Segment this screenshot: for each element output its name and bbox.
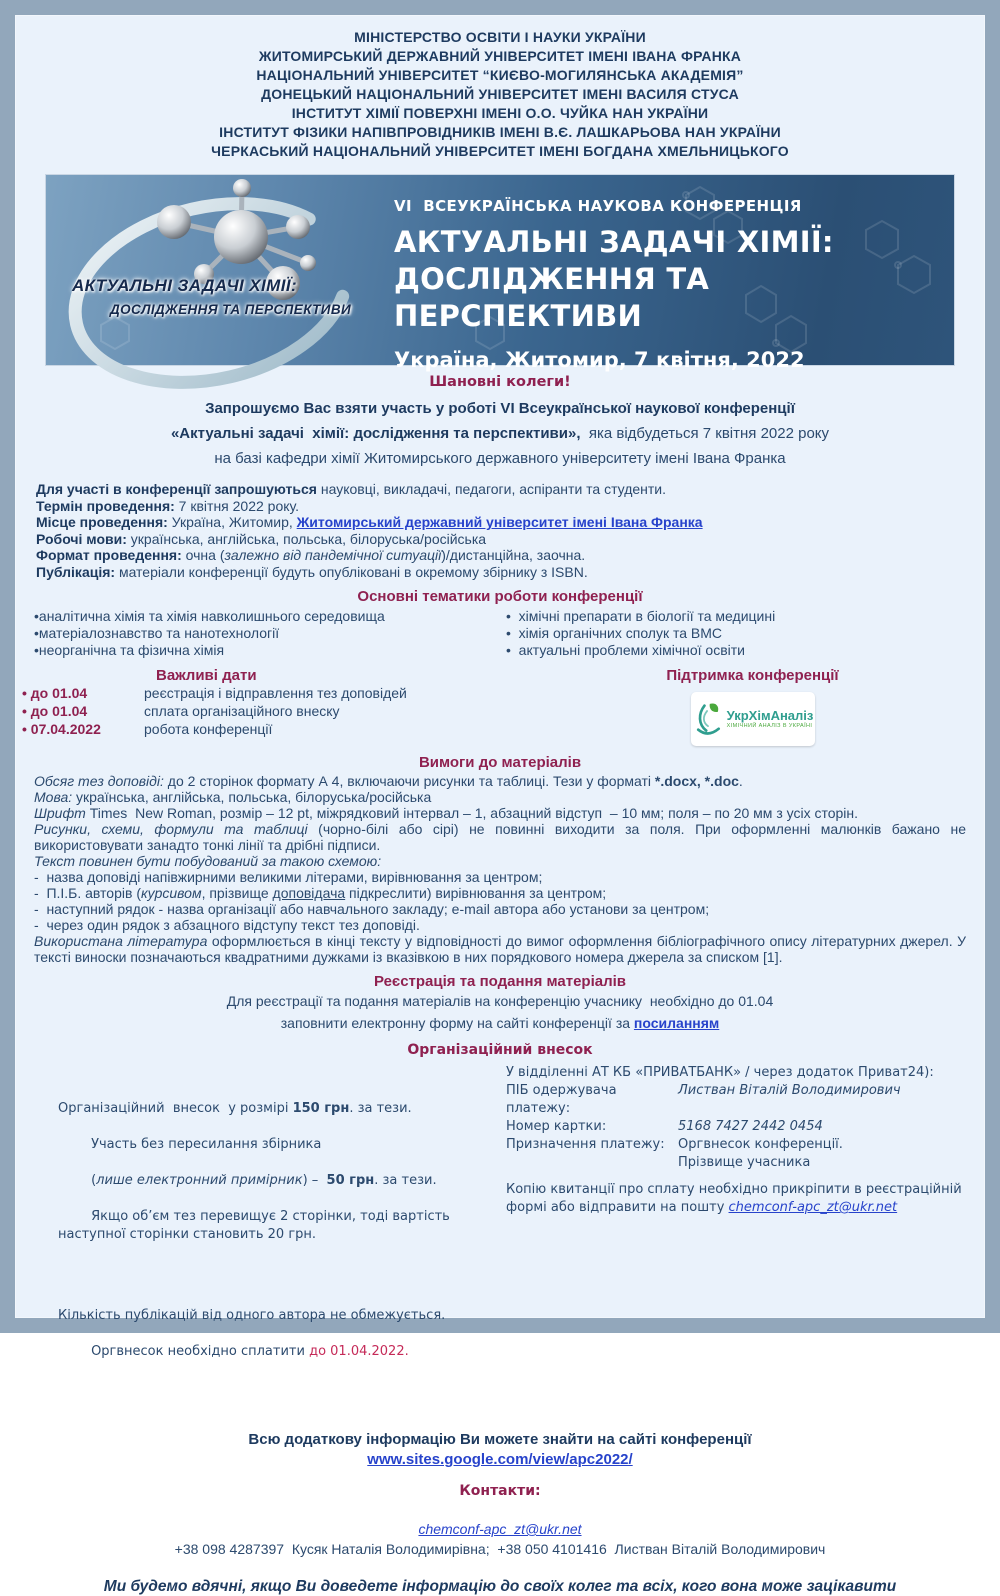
date-item <box>22 684 521 702</box>
org-line: ІНСТИТУТ ХІМІЇ ПОВЕРХНІ ІМЕНІ О.О. ЧУЙКА НАН УКРАЇНИ <box>291 105 709 121</box>
date-value: • до 01.04 <box>22 703 88 719</box>
footer-info: Всю додаткову інформацію Ви можете знайти на сайті конференції <box>248 1431 752 1448</box>
payment-value: Листван Віталій Володимирович <box>678 1083 901 1098</box>
topics-right-column <box>506 608 984 659</box>
conference-title-line2: ДОСЛІДЖЕННЯ ТА <box>394 262 710 296</box>
payment-value: 5168 7427 2442 0454 <box>678 1119 823 1134</box>
req-size: Обсяг тез доповіді: до 2 сторінок формату А 4, включаючи рисунки та таблиці. Тези у форматі *.docx, *.doc. <box>34 773 743 789</box>
logo-title-line2: ДОСЛІДЖЕННЯ ТА ПЕРСПЕКТИВИ <box>110 302 352 317</box>
org-line: ДОНЕЦЬКИЙ НАЦІОНАЛЬНИЙ УНІВЕРСИТЕТ ІМЕНІ ВАСИЛЯ СТУСА <box>261 86 739 102</box>
date-item <box>22 702 521 720</box>
date-label: реєстрація і відправлення тез доповідей <box>144 685 407 701</box>
invite-line3: на базі кафедри хімії Житомирського державного університету імені Івана Франка <box>214 450 786 467</box>
req-bullet-3: - наступний рядок - назва організації або навчального закладу; e-mail автора або установи за центром; <box>34 901 710 917</box>
date-item <box>22 720 521 738</box>
conference-site-link[interactable]: www.sites.google.com/view/apc2022/ <box>367 1451 633 1468</box>
site-line <box>16 1451 984 1468</box>
contact-phones: +38 098 4287397 Кусяк Наталія Володимирівна; +38 050 4101416 Листван Віталій Володимирович <box>174 1541 826 1557</box>
req-bullet-1: - назва доповіді напівжирними великими літерами, вирівнювання за центром; <box>34 869 543 885</box>
req-scheme: Текст повинен бути побудований за такою схемою: <box>34 853 382 869</box>
date-value: • 07.04.2022 <box>22 721 101 737</box>
req-language: Мова: українська, англійська, польська, білоруська/російська <box>34 789 432 805</box>
topic-item: • хімія органічних сполук та ВМС <box>506 625 723 641</box>
conference-title-line3: ПЕРСПЕКТИВИ <box>394 299 643 333</box>
conference-details <box>36 481 984 580</box>
org-line: МІНІСТЕРСТВО ОСВІТИ І НАУКИ УКРАЇНИ <box>354 29 646 45</box>
support-heading: Підтримка конференції <box>666 667 839 684</box>
support-block <box>521 667 984 746</box>
requirements-heading: Вимоги до матеріалів <box>418 754 582 771</box>
contacts-heading: Контакти: <box>459 1483 541 1499</box>
registration-line1: Для реєстрації та подання матеріалів на конференцію учаснику необхідно до 01.04 <box>226 993 774 1009</box>
org-line: НАЦІОНАЛЬНИЙ УНІВЕРСИТЕТ “КИЄВО-МОГИЛЯНСЬКА АКАДЕМІЯ” <box>256 67 744 83</box>
conference-title <box>394 224 946 335</box>
molecule-icon <box>46 175 391 365</box>
university-link[interactable]: Житомирський державний університет імені Івана Франка <box>296 514 703 530</box>
detail-place: Місце проведення: Україна, Житомир, Житомирський державний університет імені Івана Франка <box>36 514 703 530</box>
requirements-body <box>34 773 966 965</box>
contact-email-link[interactable]: chemconf-apc_zt@ukr.net <box>418 1521 582 1537</box>
fee-amounts: Організаційний внесок у розмірі 150 грн. за тези. Участь без пересилання збірника (лише електронний примірник) – 50 грн. за тези. Якщо об’єм тез перевищує 2 сторінки, тоді вартість наступної сторінки становить 20 грн. <box>58 1101 454 1242</box>
payment-label: Номер картки: <box>506 1119 607 1134</box>
fee-heading: Організаційний внесок <box>407 1042 593 1058</box>
ukrhimanaliz-name: УкрХімАналіз <box>726 708 814 723</box>
email-line <box>16 1521 984 1537</box>
ukrhimanaliz-logo <box>691 692 815 746</box>
invite-line2: «Актуальні задачі хімії: дослідження та перспективи», яка відбудеться 7 квітня 2022 року <box>170 425 830 442</box>
topic-item: • хімічні препарати в біології та медицині <box>506 608 776 624</box>
date-label: сплата організаційного внеску <box>144 703 340 719</box>
payment-table <box>506 1082 970 1172</box>
fee-right-column <box>494 1064 984 1415</box>
topics-columns <box>34 608 984 659</box>
dates-support-row <box>16 667 984 746</box>
req-bullet-2: - П.І.Б. авторів (курсивом, прізвище доповідача підкреслити) вирівнювання за центром; <box>34 885 607 901</box>
detail-format: Формат проведення: очна (залежно від пандемічної ситуації)/дистанційна, заочна. <box>36 547 586 563</box>
receipt-note: Копію квитанції про сплату необхідно прикріпити в реєстраційній формі або відправити на пошту chemconf-apc_zt@ukr.net <box>506 1182 962 1215</box>
ukrhimanaliz-icon <box>692 700 724 738</box>
flyer-content <box>15 15 985 1595</box>
topic-item: •матеріалознавство та нанотехнології <box>34 625 280 641</box>
detail-invited: Для участі в конференції запрошуються науковці, викладачі, педагоги, аспіранти та студенти. <box>36 481 666 497</box>
greeting-heading: Шановні колеги! <box>429 374 571 390</box>
fee-deadline: до 01.04.2022. <box>309 1344 409 1359</box>
receipt-email-link[interactable]: chemconf-apc_zt@ukr.net <box>728 1200 898 1215</box>
payment-label: Призначення платежу: <box>506 1137 665 1152</box>
payment-label: ПІБ одержувача платежу: <box>506 1083 617 1116</box>
org-line: ЖИТОМИРСЬКИЙ ДЕРЖАВНИЙ УНІВЕРСИТЕТ ІМЕНІ ІВАНА ФРАНКА <box>258 48 742 64</box>
topics-left-column <box>34 608 506 659</box>
date-value: • до 01.04 <box>22 685 88 701</box>
registration-form-link[interactable]: посиланням <box>633 1015 720 1031</box>
registration-heading: Реєстрація та подання матеріалів <box>373 973 627 990</box>
ukrhimanaliz-tagline: ХІМІЧНИЙ АНАЛІЗ В УКРАЇНІ <box>726 723 813 729</box>
dates-heading: Важливі дати <box>156 667 257 684</box>
detail-publication: Публікація: матеріали конференції будуть опубліковані в окремому збірнику з ISBN. <box>36 563 588 580</box>
date-label: робота конференції <box>144 721 273 737</box>
bank-intro: У відділенні АТ КБ «ПРИВАТБАНК» / через додаток Приват24): <box>506 1065 934 1080</box>
conference-banner <box>45 174 955 372</box>
payment-value: Прізвище учасника <box>678 1155 811 1170</box>
conference-location-date: Україна, Житомир, 7 квітня, 2022 <box>394 348 805 372</box>
closing-note: Ми будемо вдячні, якщо Ви доведете інформацію до своїх колег та всіх, кого вона може зацікавити <box>103 1578 897 1595</box>
banner-text-block <box>394 197 946 372</box>
conference-series: VI ВСЕУКРАЇНСЬКА НАУКОВА КОНФЕРЕНЦІЯ <box>394 197 802 215</box>
org-line: ІНСТИТУТ ФІЗИКИ НАПІВПРОВІДНИКІВ ІМЕНІ В.Є. ЛАШКАРЬОВА НАН УКРАЇНИ <box>219 124 781 140</box>
payment-label <box>506 1154 678 1172</box>
detail-languages: Робочі мови: українська, англійська, польська, білоруська/російська <box>36 530 487 547</box>
registration-line2: заповнити електронну форму на сайті конференції за посиланням <box>280 1015 720 1031</box>
invite-line1: Запрошуємо Вас взяти участь у роботі VI Всеукраїнської наукової конференції <box>205 400 795 417</box>
important-dates <box>16 667 521 746</box>
fee-notes: Кількість публікацій від одного автора не обмежується. Оргвнесок необхідно сплатити до 01.04.2022. <box>58 1308 446 1359</box>
topic-item: •неорганічна та фізична хімія <box>34 642 225 658</box>
invitation-paragraph <box>16 396 984 471</box>
req-bullet-4: - через один рядок з абзацного відступу текст тез доповіді. <box>34 917 420 933</box>
conference-logo <box>46 175 391 365</box>
org-line: ЧЕРКАСЬКИЙ НАЦІОНАЛЬНИЙ УНІВЕРСИТЕТ ІМЕНІ БОГДАНА ХМЕЛЬНИЦЬКОГО <box>211 143 789 159</box>
logo-title-line1: АКТУАЛЬНІ ЗАДАЧІ ХІМІЇ: <box>72 276 298 295</box>
fee-columns <box>16 1064 984 1415</box>
topic-item: •аналітична хімія та хімія навколишнього середовища <box>34 608 385 624</box>
organisations-header <box>16 28 984 161</box>
req-literature: Використана література оформлюється в кінці тексту у відповідності до вимог оформлення бібліографічного опису літературних джерел. У тексті виноски позначаються квадратними дужками із вказівкою в них порядкового номера джерела за списком [1]. <box>34 933 967 965</box>
topic-item: • актуальні проблеми хімічної освіти <box>506 642 745 658</box>
detail-term: Термін проведення: 7 квітня 2022 року. <box>36 497 300 514</box>
payment-value: Оргвнесок конференції. <box>678 1137 843 1152</box>
req-figures: Рисунки, схеми, формули та таблиці (чорно-білі або сірі) не повинні виходити за поля. При оформленні малюнків бажано не використовувати занадто тонкі лінії та дрібні підписи. <box>34 821 966 853</box>
fee-left-column <box>16 1064 494 1415</box>
topics-heading: Основні тематики роботи конференції <box>357 588 643 605</box>
conference-title-line1: АКТУАЛЬНІ ЗАДАЧІ ХІМІЇ: <box>394 225 834 259</box>
ukrhimanaliz-text <box>727 709 814 729</box>
req-font: Шрифт Times New Roman, розмір – 12 pt, міжрядковий інтервал – 1, абзацний відступ – 10 мм; поля – по 20 мм з усіх сторін. <box>34 805 859 821</box>
